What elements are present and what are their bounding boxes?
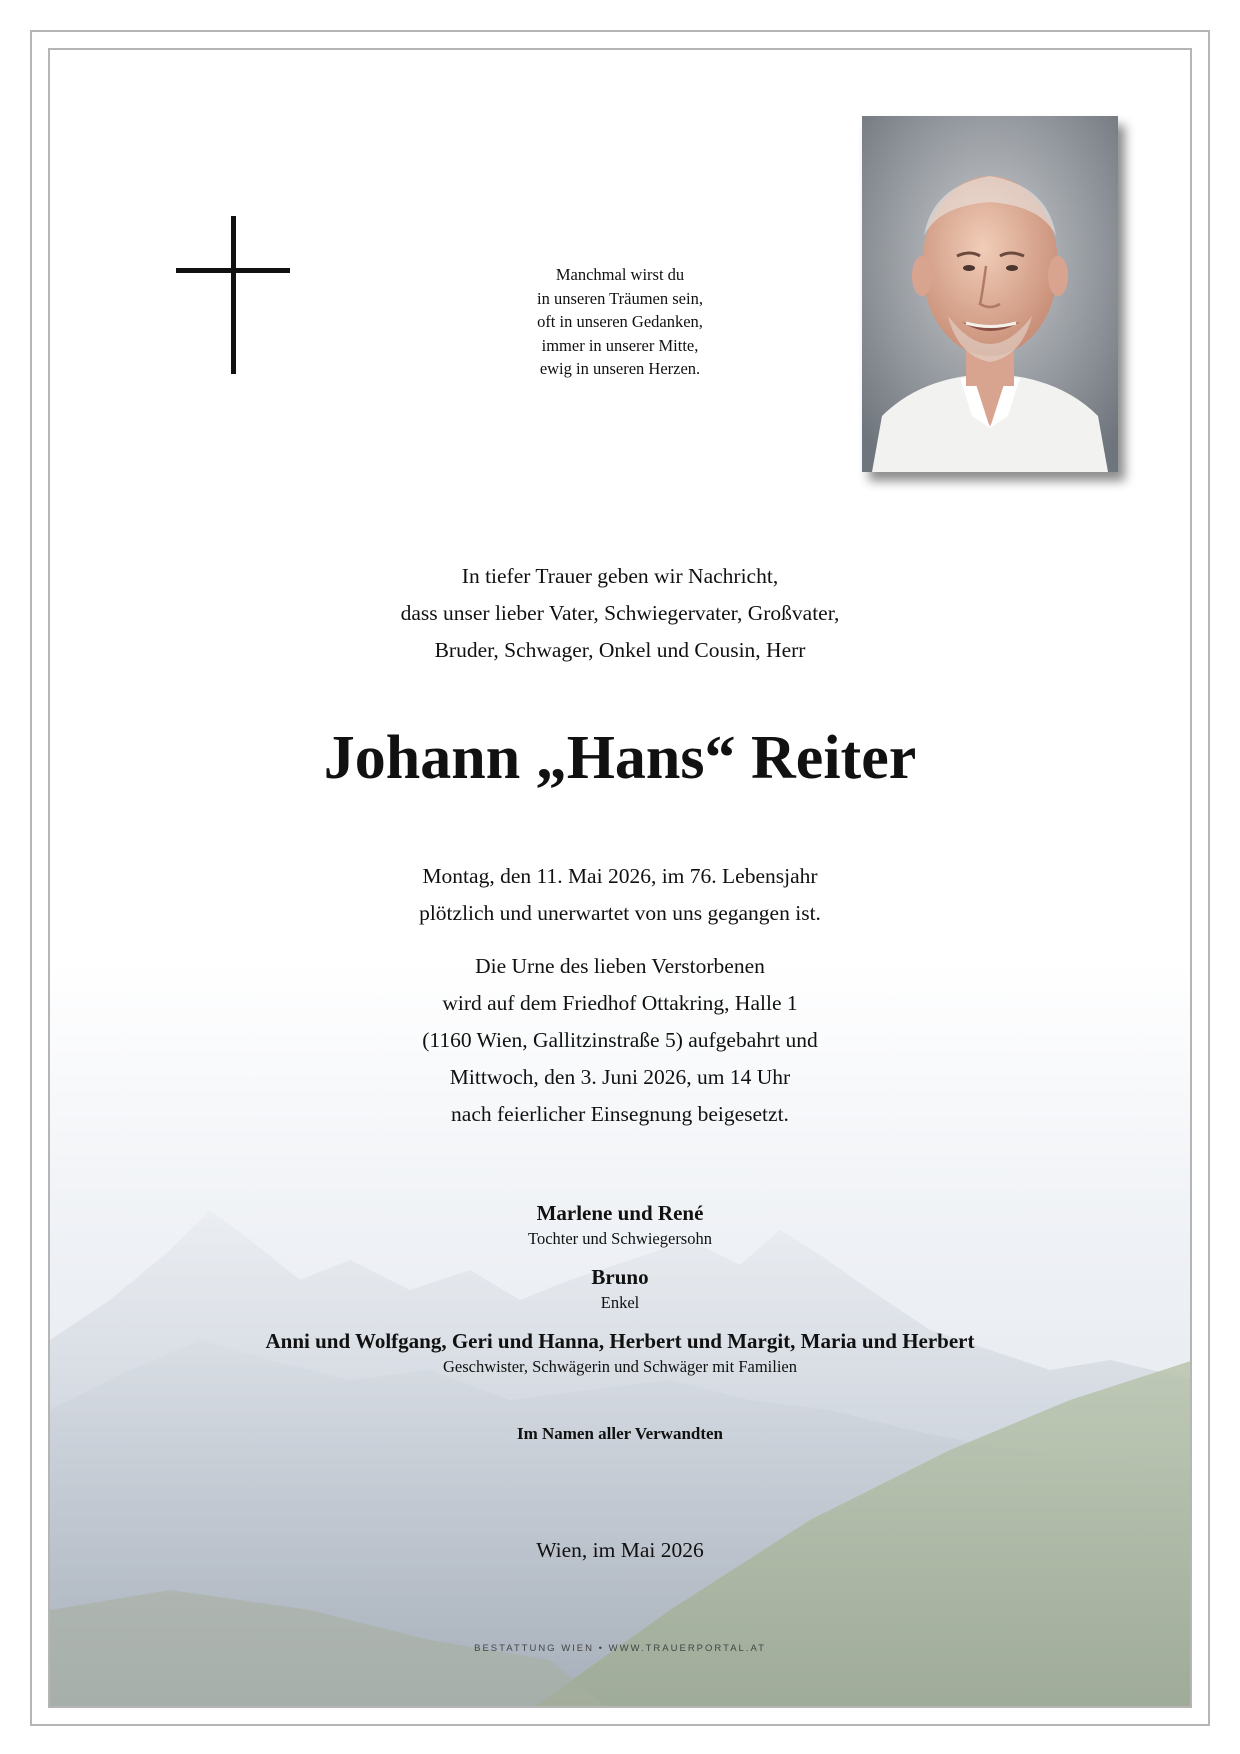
burial-line: Die Urne des lieben Verstorbenen [475, 954, 765, 978]
burial-line: (1160 Wien, Gallitzinstraße 5) aufgebahrt und [422, 1028, 818, 1052]
place-date: Wien, im Mai 2026 [536, 1538, 704, 1562]
intro-text [0, 558, 1240, 669]
on-behalf-text: Im Namen aller Verwandten [516, 1424, 724, 1443]
mourner-group [0, 1326, 1240, 1378]
poem-line: immer in unserer Mitte, [541, 335, 699, 355]
burial-text [0, 948, 1240, 1133]
death-line: plötzlich und unerwartet von uns gegangen ist. [419, 901, 821, 925]
cross-icon [176, 216, 290, 374]
deceased-name: Johann „Hans“ Reiter [323, 724, 917, 792]
mourner-name: Marlene und René [536, 1201, 704, 1225]
portrait-photo [862, 116, 1118, 472]
mourner-relation: Geschwister, Schwägerin und Schwäger mit Familien [442, 1357, 797, 1376]
burial-line: wird auf dem Friedhof Ottakring, Halle 1 [442, 991, 798, 1015]
footer-credit: BESTATTUNG WIEN • WWW.TRAUERPORTAL.AT [474, 1643, 766, 1654]
burial-line: nach feierlicher Einsegnung beigesetzt. [451, 1102, 789, 1126]
poem [440, 263, 800, 381]
poem-line: ewig in unseren Herzen. [539, 359, 701, 378]
poem-line: oft in unseren Gedanken, [537, 312, 703, 331]
poem-line: in unseren Träumen sein, [537, 288, 703, 308]
mourner-relation: Enkel [600, 1293, 640, 1312]
intro-line: dass unser lieber Vater, Schwiegervater, Großvater, [400, 601, 840, 625]
poem-line: Manchmal wirst du [555, 265, 685, 284]
intro-line: In tiefer Trauer geben wir Nachricht, [461, 564, 779, 588]
mourner-group [0, 1198, 1240, 1250]
death-line: Montag, den 11. Mai 2026, im 76. Lebensjahr [422, 864, 818, 888]
mourner-name: Bruno [591, 1265, 649, 1289]
mourner-name: Anni und Wolfgang, Geri und Hanna, Herbert und Margit, Maria und Herbert [265, 1329, 975, 1353]
burial-line: Mittwoch, den 3. Juni 2026, um 14 Uhr [449, 1065, 791, 1089]
mourners-list [0, 1198, 1240, 1390]
mourner-relation: Tochter und Schwiegersohn [528, 1229, 712, 1248]
death-text [0, 858, 1240, 932]
mourner-group [0, 1262, 1240, 1314]
intro-line: Bruder, Schwager, Onkel und Cousin, Herr [434, 638, 806, 662]
